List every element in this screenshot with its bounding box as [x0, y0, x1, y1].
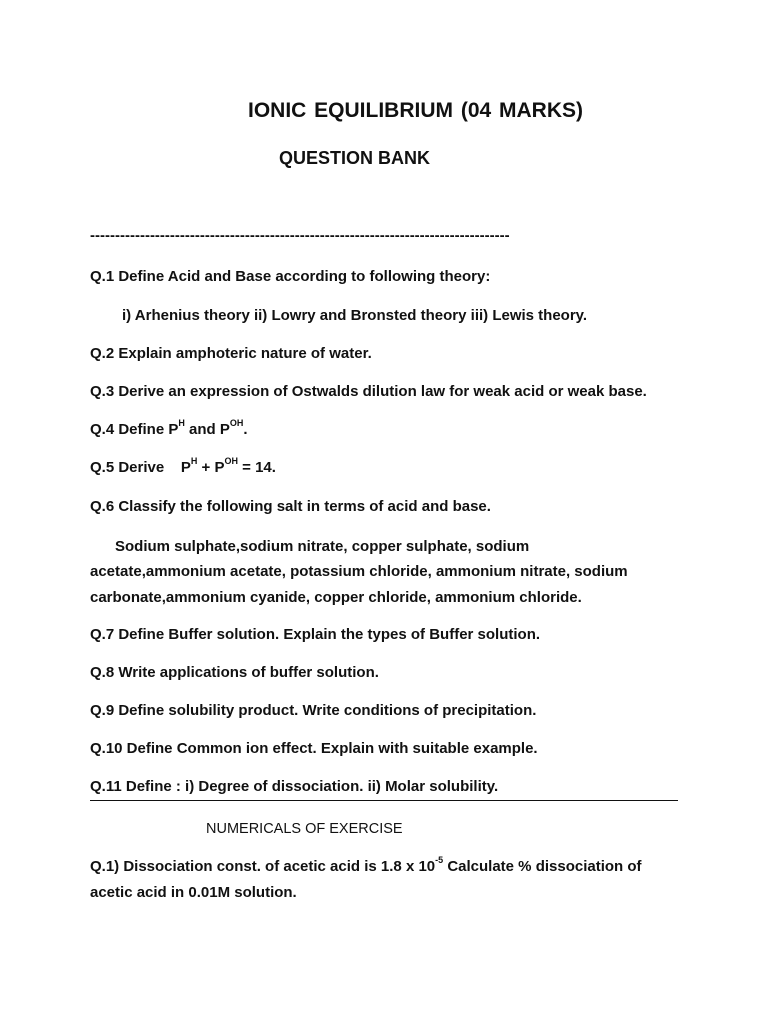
question-11: Q.11 Define : i) Degree of dissociation. ii) Molar solubility.	[90, 778, 499, 795]
page-title: IONIC EQUILIBRIUM (04 MARKS)	[248, 99, 584, 122]
question-4	[90, 420, 248, 440]
question-5-middle: + P	[197, 459, 225, 476]
page-subtitle: QUESTION BANK	[279, 148, 431, 168]
question-7: Q.7 Define Buffer solution. Explain the types of Buffer solution.	[90, 626, 541, 643]
question-4-prefix: Q.4 Define P	[90, 421, 179, 438]
question-5-superscript-h: H	[190, 456, 198, 466]
numerical-1-line-2: acetic acid in 0.01M solution.	[90, 884, 297, 901]
question-3: Q.3 Derive an expression of Ostwalds dilution law for weak acid or weak base.	[90, 383, 647, 400]
dashed-divider: ------------------------------------------------------------------------------------	[90, 227, 510, 244]
numerical-1-suffix: Calculate % dissociation of	[443, 858, 642, 875]
question-4-suffix: .	[243, 421, 248, 438]
numerical-1	[90, 857, 642, 877]
question-5	[90, 458, 276, 478]
question-5-suffix: = 14.	[238, 459, 276, 476]
question-8: Q.8 Write applications of buffer solution.	[90, 664, 379, 681]
numerical-1-prefix: Q.1) Dissociation const. of acetic acid is 1.8 x 10	[90, 858, 436, 875]
section-rule	[90, 800, 678, 801]
question-6-salts-line-3: carbonate,ammonium cyanide, copper chloride, ammonium chloride.	[90, 589, 582, 606]
question-1: Q.1 Define Acid and Base according to following theory:	[90, 268, 491, 285]
question-5-prefix: Q.5 Derive P	[90, 459, 191, 476]
numerical-1-exponent: -5	[435, 855, 444, 865]
question-6-salts-line-1: Sodium sulphate,sodium nitrate, copper sulphate, sodium	[115, 538, 530, 555]
numericals-heading: NUMERICALS OF EXERCISE	[206, 821, 403, 837]
question-10: Q.10 Define Common ion effect. Explain with suitable example.	[90, 740, 538, 757]
question-6: Q.6 Classify the following salt in terms of acid and base.	[90, 498, 491, 515]
question-1-subparts: i) Arhenius theory ii) Lowry and Bronsted theory iii) Lewis theory.	[122, 307, 588, 324]
question-4-middle: and P	[184, 421, 230, 438]
question-2: Q.2 Explain amphoteric nature of water.	[90, 345, 372, 362]
question-9: Q.9 Define solubility product. Write conditions of precipitation.	[90, 702, 537, 719]
question-4-superscript-oh: OH	[229, 418, 244, 428]
question-5-superscript-oh: OH	[224, 456, 238, 466]
question-4-superscript-h: H	[178, 418, 185, 428]
question-6-salts-line-2: acetate,ammonium acetate, potassium chloride, ammonium nitrate, sodium	[90, 563, 628, 580]
